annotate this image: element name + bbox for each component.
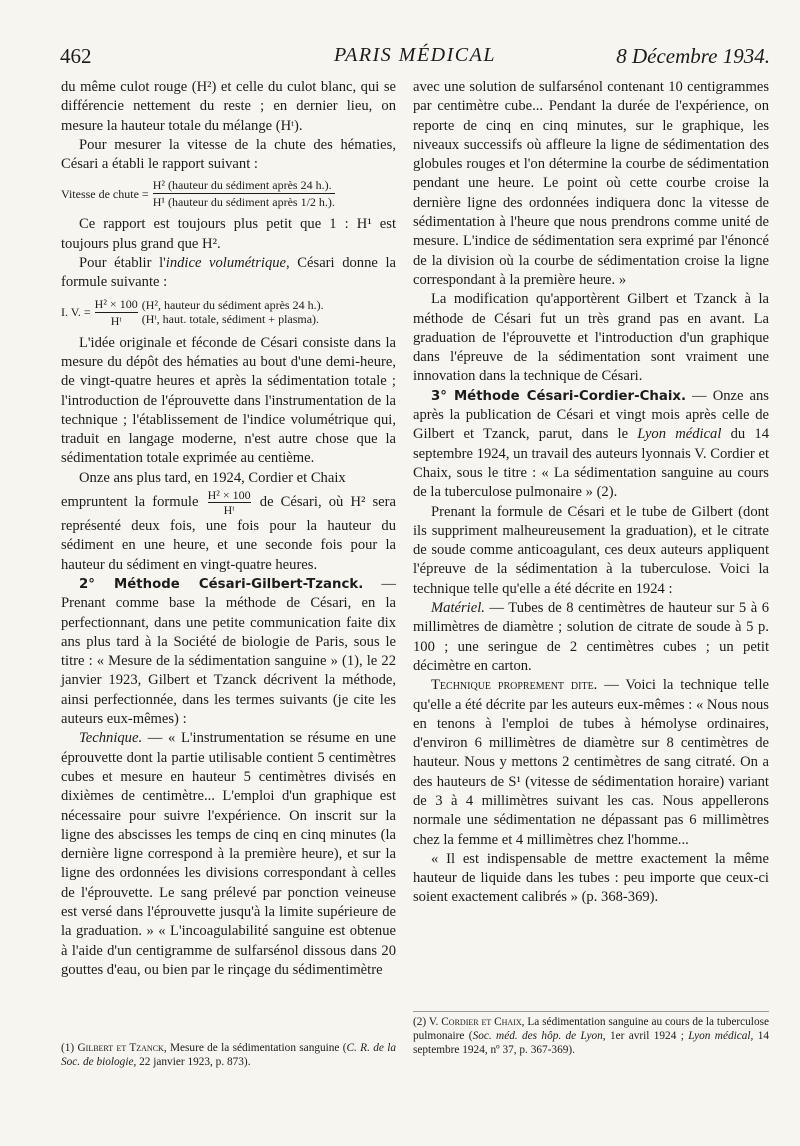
paragraph: Pour mesurer la vitesse de la chute des hématies, Césari a établi le rapport suivant : — [61, 136, 396, 173]
paragraph: Prenant la formule de Césari et le tube de Gilbert (dont ils suppriment malheureusement la graduation), et le citrate de soude comme anticoagulant, ces deux auteurs appliquent l'épreuve de la sédimentation à la tuberculose. Voici la technique telle qu'elle a été décrite en 1924 : — [413, 503, 769, 597]
paragraph: Ce rapport est toujours plus petit que 1 : H¹ est toujours plus grand que H². — [61, 216, 396, 252]
paragraph: La modification qu'apportèrent Gilbert et Tzanck à la méthode de Césari fut un très grand pas en avant. La graduation de l'éprouvette et l'introduction d'un graphique dans l'épreuve de la sédimentation sont vraiment une innovation dans la technique de Césari. — [413, 291, 769, 385]
formula-label: I. V. = — [61, 305, 91, 320]
page-number: 462 — [60, 44, 92, 68]
journal-title: PARIS MÉDICAL — [334, 44, 496, 66]
formula-note: (H², hauteur du sédiment après 24 h.). — [141, 298, 324, 313]
formula-note: (Hᵗ, haut. totale, sédiment + plasma). — [141, 312, 320, 327]
issue-date: 8 Décembre 1934. — [616, 44, 770, 68]
paragraph: Technique. — « L'instrumentation se résume en une éprouvette dont la partie utilisable contient 5 centimètres cubes et mesure en hauteur 5 centimètres divisés en dixièmes de centimètre... L'emploi d'un graphique est nécessaire pour suivre l'expérience. On inscrit sur la ligne des abscisses les temps de cinq en cinq minutes (la dernière ligne correspond à la première heure), et sur la ligne des ordonnées les divisions correspondant à celles de l'éprouvette. Le sang prélevé par ponction veineuse est versé dans l'éprouvette jusqu'à la limite supérieure de la graduation. » « L'incoagulabilité sanguine est obtenue à l'aide d'un centigramme de sulfarsénol dissous dans 20 gouttes d'eau, ou bien par le rinçage du sédimentimètre — [61, 730, 396, 978]
paragraph: « Il est indispensable de mettre exactement la même hauteur de liquide dans les tubes : peu importe que ceux-ci soient exactement calibrés » (p. 368-369). — [413, 850, 769, 906]
formula-fraction — [95, 297, 138, 328]
paragraph: Onze ans plus tard, en 1924, Cordier et Chaix — [79, 469, 346, 486]
section-heading: 2° Méthode Césari-Gilbert-Tzanck. — Prenant comme base la méthode de Césari, en la perfectionnant, dans une petite communication faite dix ans plus tard à la Société de biologie de Paris, sous le titre : « Mesure de la sédimentation sanguine » (1), le 22 janvier 1923, Gilbert et Tzanck décrivent la méthode, ainsi perfectionnée, dans les termes suivants (je cite les auteurs eux-mêmes) : — [61, 575, 396, 728]
paragraph: Matériel. — Tubes de 8 centimètres de hauteur sur 5 à 6 millimètres de diamètre ; solution de citrate de soude à 5 p. 100 ; une seringue de 2 centimètres cubes ; un petit décimètre en carton. — [413, 600, 769, 674]
footnote: (2) V. Cordier et Chaix, La sédimentation sanguine au cours de la tuberculose pulmonaire (Soc. méd. des hôp. de Lyon, 1er avril 1924 ; Lyon médical, 14 septembre 1924, nº 37, p. 367-369). — [413, 1016, 770, 1056]
page-header — [60, 44, 770, 76]
formula-vitesse — [61, 178, 396, 209]
small-caps: Technique proprement dite. — [431, 677, 598, 694]
paragraph: du même culot rouge (H²) et celle du culot blanc, qui se différencie nettement du reste ; en dernier lieu, on mesure la hauteur totale du mélange (Hᵗ). — [61, 79, 396, 134]
formula-label: Vitesse de chute = — [61, 186, 149, 201]
paragraph: L'idée originale et féconde de Césari consiste dans la mesure du dépôt des hématies au bout d'une demi-heure, de vingt-quatre heures et après la sédimentation totale ; l'introduction de l'éprouvette dans l'instrumentation de la technique ; l'établissement de l'indice volumétrique qui, traduit en langage moderne, n'est autre chose que la sédimentation totale exprimée au centième. — [61, 334, 396, 467]
formula-denominator: H¹ (hauteur du sédiment après 1/2 h.). — [152, 195, 335, 210]
emphasis: Technique. — [79, 730, 143, 747]
formula-numerator: H² (hauteur du sédiment après 24 h.). — [153, 178, 335, 194]
formula-denominator: Hᵗ — [110, 313, 122, 328]
paragraph: empruntent la formule $\frac{\text{H² × 100}}{\text{Hᵗ}}$ de Césari, où H² sera représenté deux fois, une fois pour la hauteur du sédiment en une heure, et une seconde fois pour la hauteur du sédiment en vingt-quatre heures. — [61, 488, 396, 573]
paragraph: Pour établir l'indice volumétrique, Césari donne la formule suivante : — [61, 255, 397, 291]
footnote: (1) Gilbert et Tzanck, Mesure de la sédimentation sanguine (C. R. de la Soc. de biologie, 22 janvier 1923, p. 873). — [61, 1042, 396, 1068]
paragraph: avec une solution de sulfarsénol contenant 10 centigrammes par centimètre cube... Pendant la durée de l'expérience, on reporte de cinq en cinq minutes, sur le graphique, les niveaux successifs où affleure la ligne de sédimentation des globules rouges et l'on détermine la courbe de sédimentation pendant une heure. Le point où cette courbe croise la dernière ligne des ordonnées indiquera donc la vitesse de sédimentation à l'heure que nous prendrons comme unité de mesure. L'indice de sédimentation sera exprimé par l'énoncé de la division où la courbe de sédimentation croise la ligne correspondant à la première heure. » — [413, 79, 769, 288]
formula-indice — [61, 297, 396, 328]
inline-fraction: $\frac{\text{H² × 100}}{\text{Hᵗ}}$ — [207, 488, 251, 518]
formula-legend — [142, 298, 324, 326]
right-column — [413, 78, 769, 908]
emphasis: Matériel. — [431, 600, 485, 617]
formula-fraction — [153, 178, 335, 209]
footnote-divider — [413, 1011, 769, 1012]
section-heading: 3° Méthode Césari-Cordier-Chaix. — Onze ans après la publication de Césari et vingt mois après celle de Gilbert et Tzanck, parut, dans le Lyon médical du 14 septembre 1924, un travail des auteurs lyonnais V. Cordier et Chaix, sous le titre : « La sédimentation sanguine au cours de la tuberculose pulmonaire » (2). — [413, 387, 769, 501]
left-column — [61, 78, 396, 980]
formula-numerator: H² × 100 — [94, 296, 138, 311]
paragraph: Technique proprement dite. — Voici la technique telle qu'elle a été décrite par les auteurs eux-mêmes : « Nous nous en tenons à l'emploi de tubes à hémolyse ordinaires, d'environ 6 millimètres de diamètre sur 8 centimètres de hauteur. Nous y mettons 2 centimètres de sang citraté. On a des hauteurs de S¹ (vitesse de sédimentation horaire) variant de 3 à 4 millimètres suivant les cas. Nous appellerons normale une sédimentation ne dépassant pas 6 millimètres chez la femme et 4 millimètres chez l'homme... — [413, 677, 769, 848]
emphasis: indice volumétrique — [165, 255, 287, 272]
